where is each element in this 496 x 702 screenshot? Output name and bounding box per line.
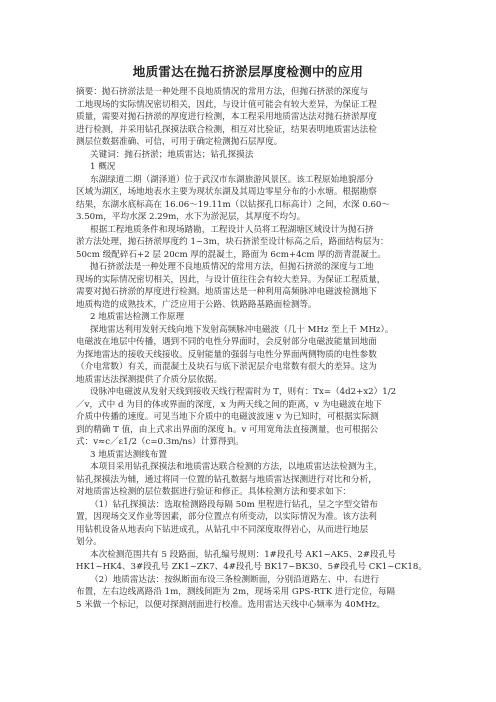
paper-body — [76, 86, 431, 611]
text-line: 电磁波在地层中传播，遇到不同的电性分界面时，会反射部分电磁波能量回地面 — [76, 337, 377, 347]
text-line: 工地现场的实际情况密切相关，因此，与设计值可能会有较大差异，为保证工程 — [76, 99, 377, 110]
text-line: 现场的实际情况密切相关，因此，与设计值往往会有较大差异。为保证工程质量， — [76, 274, 386, 285]
text-line: 到的精确 T 值，由上式求出界面的深度 h。v 可用宽角法直接测量，也可根据公 — [76, 424, 379, 435]
text-line: 用钻机设备从地表向下钻进成孔，从钻孔中不同深度取得岩心，从而进行地层 — [76, 524, 369, 535]
text-line: 本项目采用钻孔探摸法和地质雷达联合检测的方法，以地质雷达法检测为主， — [90, 462, 383, 472]
text-line: 东湖绿道二期（湖泽道）位于武汉市东湖旅游风景区。该工程原始地貌部分 — [90, 174, 374, 185]
text-line: 淤方法处理，抛石挤淤厚度约 1~3m，块石挤淤至设计标高之后，路面结构层为： — [76, 237, 389, 247]
text-line: （2）地质雷达法：按纵断面布设三条检测断面，分别沿道路左、中、右进行 — [90, 574, 380, 585]
text-line: 摘要：抛石挤淤法是一种处理不良地质情况的常用方法，但抛石挤淤的深度与 — [76, 87, 369, 97]
text-line: 质量，需要对抛石挤淤的厚度进行检测，本工程采用地质雷达法对抛石挤淤厚度 — [76, 112, 377, 122]
text-line: 对地质雷达检测的层位数据进行验证和修正。具体检测方法和要求如下： — [76, 487, 352, 497]
text-line: 区域为湖区，场地地表水主要为现状东湖及其周边零星分布的小水塘。根据勘察 — [76, 187, 377, 197]
text-line: 本次检测范围共有 5 段路面，钻孔编号规则：1#段孔号 AK1~AK5、2#段孔号 — [90, 549, 396, 560]
text-line: ／v，式中 d 为目的体或界面的深度，x 为两天线之间的距离，v 为电磁波在地下 — [76, 399, 382, 410]
text-line: 测层位数据准确、可信，可用于确定检测抛石层厚度。 — [76, 137, 283, 147]
text-line: 地质构造的成熟技术，广泛应用于公路、铁路路基路面检测等。 — [76, 299, 317, 310]
text-line: 式：v≈c／ε1/2（c=0.3m/ns）计算得到。 — [76, 437, 244, 447]
text-line: 钻孔探摸法为辅，通过将同一位置的钻孔数据与地质雷达探测进行对比和分析， — [76, 474, 377, 485]
text-line: 3.50m，平均水深 2.29m，水下为淤泥层，其厚度不均匀。 — [76, 212, 306, 222]
text-line: 探地雷达利用发射天线向地下发射高频脉冲电磁波（几十 MHz 至上千 MHz）。 — [90, 324, 394, 335]
paper-title: 地质雷达在抛石挤淤层厚度检测中的应用 — [132, 64, 364, 79]
text-line: 抛石挤淤法是一种处理不良地质情况的常用方法，但抛石挤淤的深度与工地 — [90, 262, 374, 272]
text-line: 为探地雷达的接收天线接收。反射能量的强弱与电性分界面两侧物质的电性参数 — [76, 349, 377, 360]
text-line: 划分。 — [76, 537, 102, 547]
text-line: 关键词：抛石挤淤；地质雷达；钻孔探摸法 — [90, 149, 254, 160]
text-line: 50cm 级配碎石+2 层 20cm 厚的混凝土，路面为 6cm+4cm 厚的沥青混凝土。 — [76, 249, 386, 260]
text-line: （1）钻孔探摸法：选取检测路段每隔 50m 里程进行钻孔，呈之字型交错布 — [90, 499, 378, 510]
text-line: 5 米做一个标记，以便对探测剖面进行校准。选用雷达天线中心频率为 40MHz。 — [76, 599, 386, 610]
text-line: 结果，东湖水底标高在 16.06～19.11m（以钻探孔口标高计）之间，水深 0.60～ — [76, 199, 390, 210]
text-line: 需要对抛石挤淤的厚度进行检测。地质雷达是一种利用高频脉冲电磁波检测地下 — [76, 287, 377, 297]
text-line: 2 地质雷达检测工作原理 — [90, 312, 185, 322]
text-line: 3 地质雷达测线布置 — [90, 449, 167, 460]
text-line: （介电常数）有关，而混凝土及块石与底下淤泥层介电常数有很大的差异。这为 — [76, 362, 377, 372]
text-line: 介质中传播的速度。可见当地下介质中的电磁波波速 v 为已知时，可根据实际测 — [76, 412, 379, 422]
text-line: 置，因现场交叉作业等因素，部分位置点有所变动，以实际情况为准。该方法利 — [76, 512, 377, 522]
text-line: 进行检测，并采用钻孔探摸法联合检测，相互对比验证，结果表明地质雷达法检 — [76, 124, 377, 135]
text-line: 1 概况 — [90, 162, 116, 172]
text-line: 布置，左右边线离路沿 1m，测线间距为 2m，现场采用 GPS-RTK 进行定位，每隔 — [76, 587, 396, 597]
text-line: 根据工程地质条件和现场踏勘，工程设计人员将工程湖塘区域设计为抛石挤 — [90, 224, 374, 235]
text-line: 地质雷达法探测提供了介质分层依据。 — [76, 374, 223, 385]
text-line: 设脉冲电磁波从发射天线到接收天线行程需时为 T，则有：Tx=（4d2+x2）1/2 — [90, 387, 397, 397]
text-line: HK1~HK4、3#段孔号 ZK1~ZK7、4#段孔号 BK17~BK30、5#段孔号 CK1~CK18。 — [76, 562, 427, 572]
